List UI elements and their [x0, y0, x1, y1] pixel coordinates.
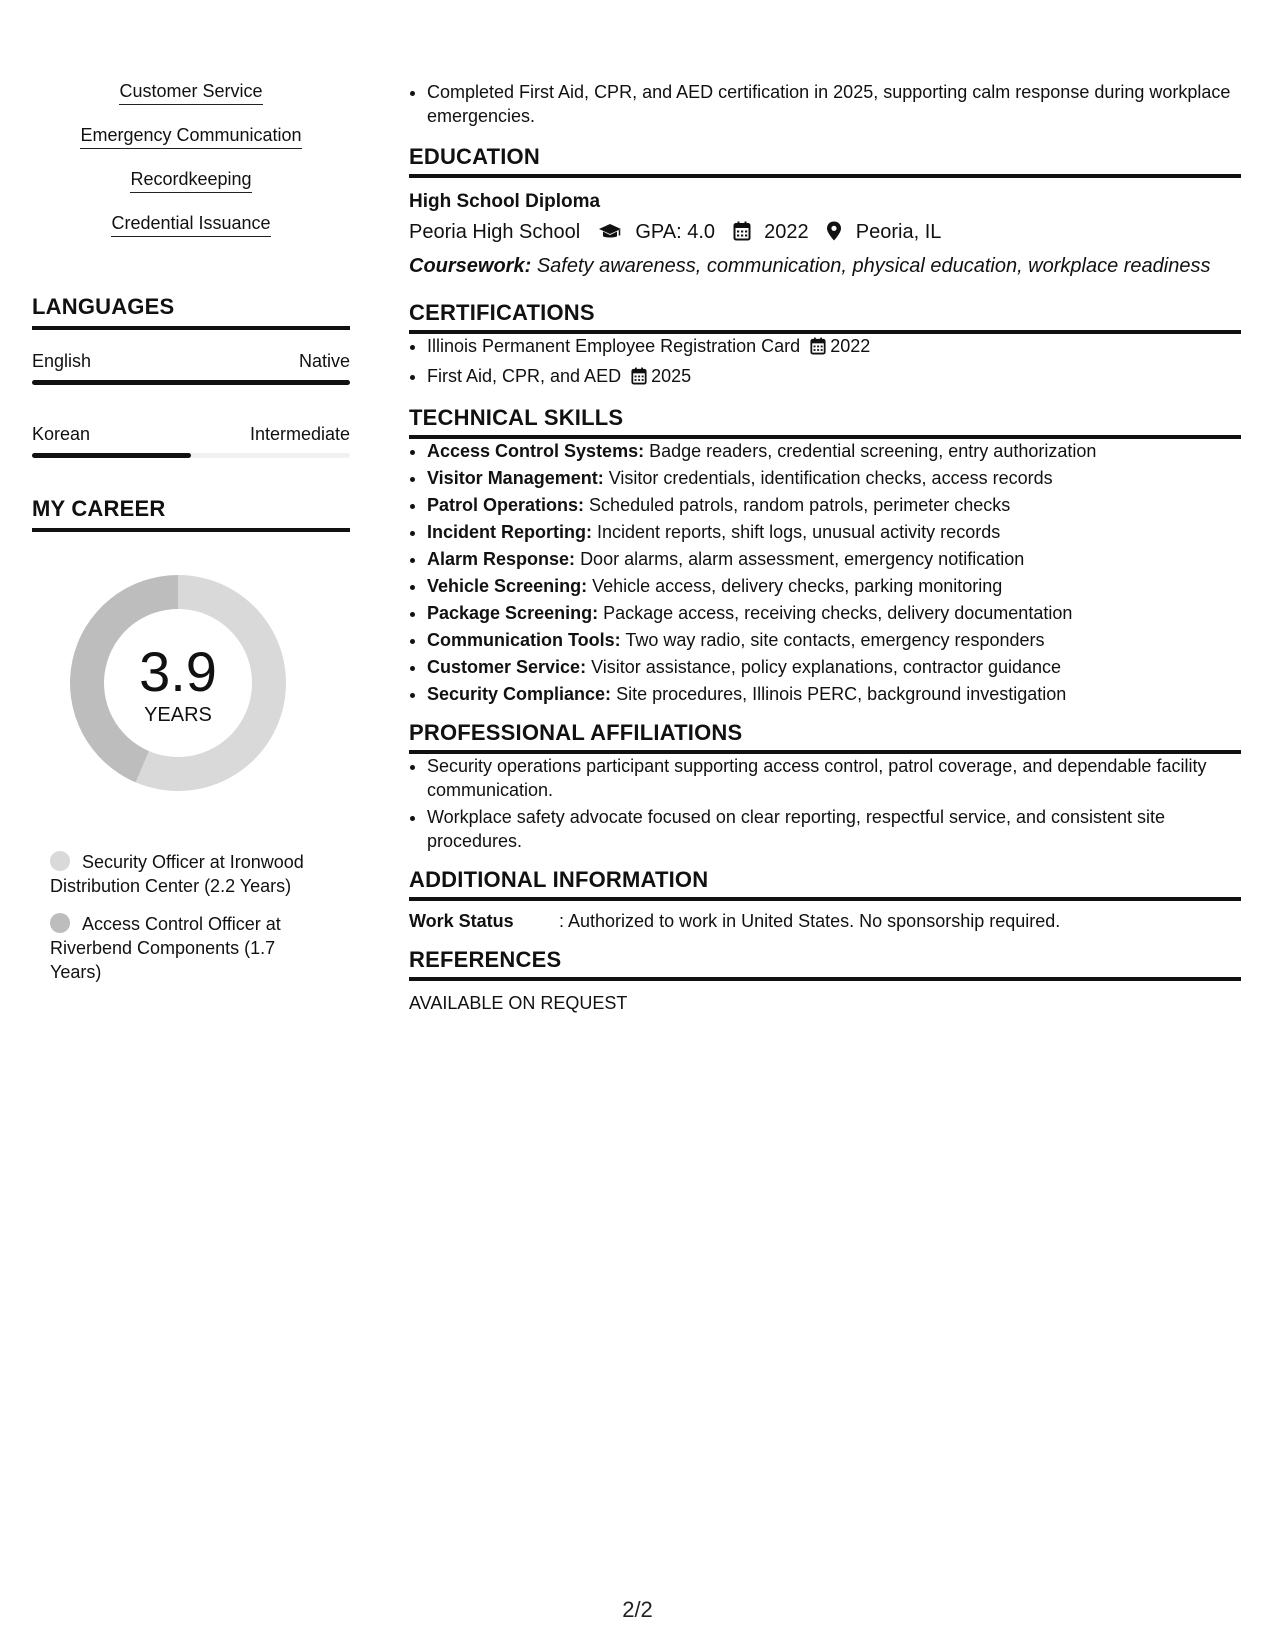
skill-label: Package Screening:: [427, 603, 599, 623]
language-level: Native: [298, 351, 350, 371]
coursework-label: Coursework:: [409, 255, 532, 277]
list-item: [427, 628, 1241, 652]
language-bar: [32, 380, 350, 385]
skill-label: Visitor Management:: [427, 468, 604, 488]
skill-text: Package access, receiving checks, delivery documentation: [603, 603, 1073, 623]
skill-label: Communication Tools:: [427, 630, 621, 650]
skill-text: Visitor credentials, identification checks, access records: [608, 468, 1053, 488]
education-school: Peoria High School: [409, 221, 581, 243]
list-item: [427, 574, 1241, 598]
skill-text: Incident reports, shift logs, unusual activity records: [597, 522, 1001, 542]
calendar-icon: [810, 337, 826, 361]
career-section: [32, 496, 350, 984]
education-section: [409, 144, 1241, 280]
skill-label: Alarm Response:: [427, 549, 576, 569]
career-total-value: 3.9: [139, 640, 217, 703]
technical-skills-section: [409, 405, 1241, 706]
certifications-list: [409, 334, 1241, 391]
list-item: [427, 520, 1241, 544]
left-column: [32, 80, 350, 998]
list-item: • Completed First Aid, CPR, and AED certification in 2025, supporting calm response during workplace emergencies.: [427, 80, 1241, 128]
graduation-cap-icon: [598, 221, 622, 249]
languages-heading: LANGUAGES: [32, 294, 350, 330]
technical-skills-list: [409, 439, 1241, 706]
list-item: [427, 466, 1241, 490]
certifications-heading: CERTIFICATIONS: [409, 300, 1241, 334]
skill-label: Security Compliance:: [427, 684, 612, 704]
language-name: English: [32, 351, 92, 371]
skill-label: Access Control Systems:: [427, 441, 645, 461]
language-bar-fill: [32, 453, 191, 458]
language-level: Intermediate: [249, 424, 350, 444]
language-bar: [32, 453, 350, 458]
additional-info-section: [409, 867, 1241, 933]
certification-year: 2025: [651, 366, 692, 386]
additional-info-heading: ADDITIONAL INFORMATION: [409, 867, 1241, 901]
legend-dot: [50, 913, 70, 933]
skill-text: Visitor assistance, policy explanations, contractor guidance: [591, 657, 1062, 677]
affiliations-section: [409, 720, 1241, 853]
legend-label: Security Officer at Ironwood Distribution Center (2.2 Years): [50, 852, 304, 896]
work-status-label: Work Status: [409, 911, 514, 931]
language-item: [32, 350, 350, 385]
coursework-text: Safety awareness, communication, physical education, workplace readiness: [536, 255, 1211, 277]
map-pin-icon: [826, 221, 842, 249]
language-bar-fill: [32, 380, 350, 385]
list-item: [427, 364, 1241, 391]
skill-label: Vehicle Screening:: [427, 576, 588, 596]
work-status-row: [409, 909, 1241, 933]
right-column: [409, 80, 1241, 1015]
legend-dot: [50, 851, 70, 871]
legend-item: [50, 912, 330, 984]
list-item: [427, 682, 1241, 706]
skill-label: Incident Reporting:: [427, 522, 592, 542]
education-location: Peoria, IL: [855, 221, 942, 243]
intro-bullets: [409, 80, 1241, 128]
career-heading: MY CAREER: [32, 496, 350, 532]
skill-tag: Customer Service: [119, 80, 262, 105]
education-coursework: [409, 252, 1241, 280]
skill-label: Customer Service:: [427, 657, 587, 677]
list-item: [427, 439, 1241, 463]
list-item: [427, 493, 1241, 517]
list-item: • Security operations participant supporting access control, patrol coverage, and dependable facility communication.: [427, 754, 1241, 802]
affiliations-heading: PROFESSIONAL AFFILIATIONS: [409, 720, 1241, 754]
affiliations-list: [409, 754, 1241, 853]
skill-text: Two way radio, site contacts, emergency responders: [625, 630, 1045, 650]
languages-section: [32, 294, 350, 458]
language-name: Korean: [32, 424, 91, 444]
education-details: [409, 218, 1241, 249]
education-gpa: GPA: 4.0: [635, 221, 716, 243]
skill-text: Vehicle access, delivery checks, parking monitoring: [592, 576, 1003, 596]
certification-name: First Aid, CPR, and AED: [427, 366, 622, 386]
legend-item: [50, 850, 330, 898]
list-item: [427, 655, 1241, 679]
work-status-value: : Authorized to work in United States. No sponsorship required.: [559, 911, 1061, 931]
references-heading: REFERENCES: [409, 947, 1241, 981]
references-text: AVAILABLE ON REQUEST: [409, 993, 628, 1013]
education-year: 2022: [764, 221, 809, 243]
calendar-icon: [733, 221, 751, 249]
career-donut-chart: [32, 570, 350, 820]
certification-year: 2022: [830, 336, 871, 356]
list-item: [427, 547, 1241, 571]
education-degree: High School Diploma: [409, 191, 601, 212]
skill-text: Badge readers, credential screening, entry authorization: [649, 441, 1097, 461]
skill-tag: Emergency Communication: [80, 124, 301, 149]
skill-text: Site procedures, Illinois PERC, background investigation: [616, 684, 1067, 704]
certification-name: Illinois Permanent Employee Registration Card: [427, 336, 801, 356]
career-legend: [32, 850, 330, 984]
education-heading: EDUCATION: [409, 144, 1241, 178]
legend-label: Access Control Officer at Riverbend Components (1.7 Years): [50, 914, 281, 982]
page-number: 2/2: [622, 1597, 653, 1622]
list-item: • Workplace safety advocate focused on clear reporting, respectful service, and consistent site procedures.: [427, 805, 1241, 853]
language-item: [32, 423, 350, 458]
skill-tag: Credential Issuance: [111, 212, 270, 237]
skill-text: Scheduled patrols, random patrols, perimeter checks: [589, 495, 1011, 515]
references-section: [409, 947, 1241, 1015]
certifications-section: [409, 300, 1241, 391]
list-item: [427, 601, 1241, 625]
skill-list: [32, 80, 350, 256]
career-total-unit: YEARS: [144, 704, 212, 726]
list-item: [427, 334, 1241, 361]
skill-text: Door alarms, alarm assessment, emergency notification: [580, 549, 1025, 569]
skill-tag: Recordkeeping: [130, 168, 251, 193]
skill-label: Patrol Operations:: [427, 495, 585, 515]
calendar-icon: [631, 367, 647, 391]
technical-skills-heading: TECHNICAL SKILLS: [409, 405, 1241, 439]
